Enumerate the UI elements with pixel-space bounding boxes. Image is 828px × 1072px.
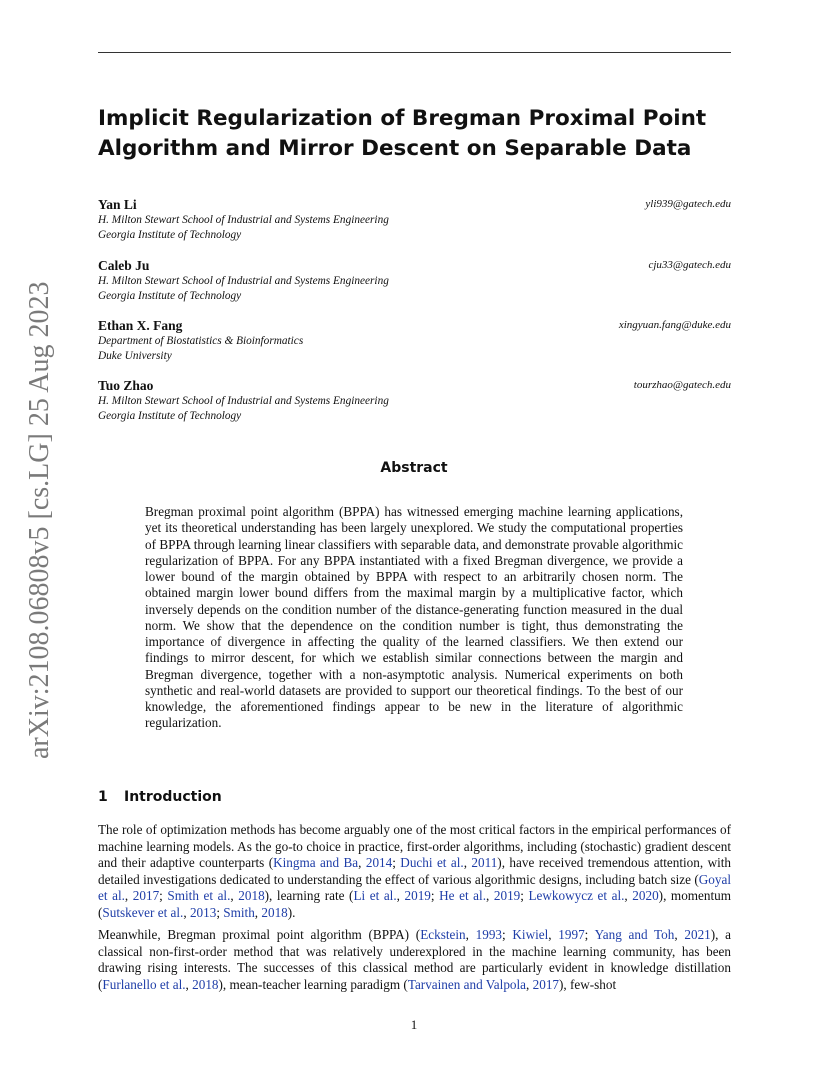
citation-link[interactable]: Sutskever et al. (102, 904, 184, 920)
text-run: ; (430, 888, 440, 903)
text-run: , (674, 927, 685, 942)
citation-link[interactable]: 1997 (558, 927, 585, 942)
text-run: , (185, 976, 193, 992)
author-affiliation: H. Milton Stewart School of Industrial and Systems Engineering (98, 214, 389, 226)
author-email[interactable]: tourzhao@gatech.edu (633, 379, 731, 391)
text-run: , (526, 976, 533, 992)
citation-link[interactable]: He et al. (439, 888, 486, 903)
abstract-text: Bregman proximal point algorithm (BPPA) has witnessed emerging machine learning applications, yet its theoretical understanding has been largely unexplored. We study the computational properties of BPPA through learning linear classifiers with separable data, and demonstrate provable algorithmic regularization of BPPA. For any BPPA instantiated with a fixed Bregman divergence, we provide a lower bound of the margin obtained by BPPA with respect to an arbitrarily chosen norm. The obtained margin lower bound differs from the maximal margin by a multiplicative factor, which inversely depends on the condition number of the distance-generating function measured in the dual norm. We show that the dependence on the condition number is tight, thus demonstrating the importance of divergence in affecting the quality of the learned classifiers. We then extend our findings to mirror descent, for which we establish similar connections between the margin and Bregman divergence, together with a non-asymptotic analysis. Numerical experiments on both synthetic and real-world datasets are provided to support our theoretical findings. To the best of our knowledge, the aforementioned findings appear to be new in the literature of algorithmic regularization. (145, 504, 683, 731)
citation-link[interactable]: Kiwiel (512, 927, 549, 942)
author-email[interactable]: xingyuan.fang@duke.edu (618, 319, 731, 331)
citation-link[interactable]: 1993 (475, 927, 502, 942)
author-block (98, 258, 731, 304)
page-number: 1 (410, 1017, 418, 1032)
author-institution: Georgia Institute of Technology (98, 290, 242, 302)
citation-link[interactable]: 2013 (189, 904, 217, 920)
citation-link[interactable]: Duchi et al. (400, 855, 464, 870)
text-run: , (486, 888, 494, 903)
top-rule (98, 52, 731, 53)
author-institution: Duke University (98, 350, 172, 362)
citation-link[interactable]: Goyal et al. (98, 871, 731, 903)
text-run: ), few-shot (559, 976, 617, 992)
citation-link[interactable]: 2017 (132, 888, 160, 903)
author-institution: Georgia Institute of Technology (98, 229, 242, 241)
intro-paragraph-2 (98, 927, 731, 993)
text-run: ), a classical non-first-order method that was relatively underexplored in the machine learning community, has been drawing rising interests. The successes of this classical method are particularly evident in knowledge distillation ( (98, 927, 732, 992)
text-run: ). (287, 904, 296, 920)
text-run: ), learning rate ( (264, 888, 354, 903)
citation-link[interactable]: Kingma and Ba (273, 855, 359, 870)
text-run: ; (584, 927, 595, 942)
citation-link[interactable]: 2018 (192, 976, 219, 992)
citation-link[interactable]: 2014 (365, 855, 393, 870)
text-run: ; (392, 855, 401, 870)
author-name: Ethan X. Fang (98, 318, 183, 333)
text-run: ; (216, 904, 224, 920)
text-run: , (548, 927, 559, 942)
text-run: , (463, 855, 472, 870)
text-run: The role of optimization methods has become arguably one of the most critical factors in the empirical performances of machine learning models. As the go-to choice in practice, first-order algorithms, including (stochastic) gradient descent and their adaptive counterparts ( (98, 822, 731, 870)
text-run: , (624, 888, 633, 903)
text-run: Meanwhile, Bregman proximal point algorithm (BPPA) ( (98, 927, 421, 942)
author-name: Yan Li (98, 197, 137, 212)
citation-link[interactable]: 2017 (532, 976, 559, 992)
citation-link[interactable]: Li et al. (353, 888, 397, 903)
author-block (98, 378, 731, 424)
arxiv-stamp: arXiv:2108.06808v5 [cs.LG] 25 Aug 2023 (24, 281, 55, 759)
citation-link[interactable]: 2019 (493, 888, 521, 903)
citation-link[interactable]: Lewkowycz et al. (528, 888, 625, 903)
citation-link[interactable]: 2019 (404, 888, 431, 903)
text-run: , (230, 888, 239, 903)
paper-title: Implicit Regularization of Bregman Proximal Point Algorithm and Mirror Descent on Separable Data (98, 106, 707, 161)
author-email[interactable]: yli939@gatech.edu (645, 198, 731, 210)
author-block (98, 318, 731, 364)
intro-paragraph-1 (98, 822, 731, 921)
author-block (98, 197, 731, 243)
citation-link[interactable]: Smith et al. (167, 888, 231, 903)
author-institution: Georgia Institute of Technology (98, 410, 242, 422)
author-affiliation: H. Milton Stewart School of Industrial and Systems Engineering (98, 275, 389, 287)
author-name: Tuo Zhao (98, 378, 154, 393)
section-heading (98, 789, 222, 805)
citation-link[interactable]: Smith (223, 904, 255, 920)
author-affiliation: Department of Biostatistics & Bioinformatics (98, 335, 304, 347)
text-run: , (254, 904, 262, 920)
citation-link[interactable]: 2018 (261, 904, 288, 920)
text-run: , (396, 888, 405, 903)
author-name: Caleb Ju (98, 258, 150, 273)
citation-link[interactable]: Eckstein (420, 927, 466, 942)
citation-link[interactable]: Furlanello et al. (102, 976, 186, 992)
text-run: ; (520, 888, 529, 903)
citation-link[interactable]: Tarvainen and Valpola (407, 976, 527, 992)
citation-link[interactable]: 2020 (632, 888, 659, 903)
text-run: ), have received tremendous attention, with detailed investigations dedicated to understanding the effect of various algorithmic designs, including batch size ( (98, 855, 732, 887)
text-run: ; (502, 927, 513, 942)
citation-link[interactable]: 2018 (238, 888, 265, 903)
text-run: ), momentum ( (98, 888, 732, 920)
text-run: ), mean-teacher learning paradigm ( (218, 976, 408, 992)
citation-link[interactable]: 2011 (471, 855, 498, 870)
section-number: 1 (98, 789, 108, 805)
abstract-heading: Abstract (380, 460, 448, 476)
citation-link[interactable]: Yang and Toh (594, 927, 675, 942)
text-run: , (124, 888, 133, 903)
text-run: ; (159, 888, 168, 903)
citation-link[interactable]: 2021 (684, 927, 711, 942)
text-run: , (183, 904, 190, 920)
author-affiliation: H. Milton Stewart School of Industrial and Systems Engineering (98, 395, 389, 407)
author-email[interactable]: cju33@gatech.edu (648, 259, 731, 271)
section-title: Introduction (124, 789, 222, 805)
text-run: , (465, 927, 476, 942)
text-run: , (358, 855, 366, 870)
